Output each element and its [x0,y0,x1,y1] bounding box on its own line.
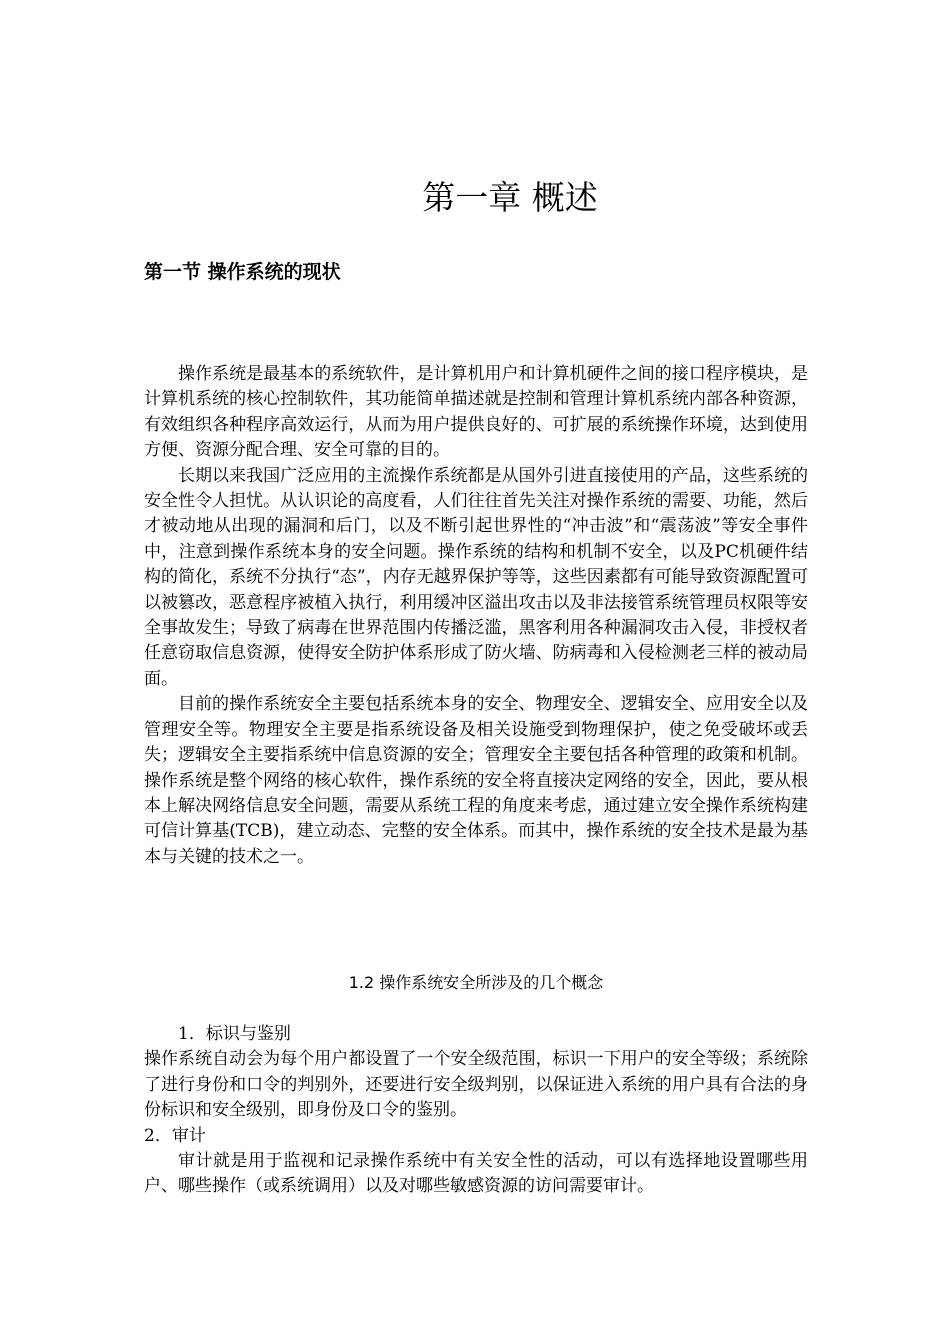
paragraph: 操作系统是最基本的系统软件，是计算机用户和计算机硬件之间的接口程序模块，是计算机系统的核心控制软件，其功能简单描述就是控制和管理计算机系统内部各种资源，有效组织各种程序高效运行，从而为用户提供良好的、可扩展的系统操作环境，达到使用方便、资源分配合理、安全可靠的目的。 [144,364,808,461]
section-title: 第一节 操作系统的现状 [144,261,341,283]
chapter-title: 第一章 概述 [422,178,598,217]
concept-heading: 2．审计 [144,1125,206,1146]
concept-text: 审计就是用于监视和记录操作系统中有关安全性的活动，可以有选择地设置哪些用户、哪些操作（或系统调用）以及对哪些敏感资源的访问需要审计。 [144,1151,808,1197]
paragraph: 目前的操作系统安全主要包括系统本身的安全、物理安全、逻辑安全、应用安全以及管理安全等。物理安全主要是指系统设备及相关设施受到物理保护，使之免受破坏或丢失；逻辑安全主要指系统中信息资源的安全；管理安全主要包括各种管理的政策和机制。操作系统是整个网络的核心软件，操作系统的安全将直接决定网络的安全，因此，要从根本上解决网络信息安全问题，需要从系统工程的角度来考虑，通过建立安全操作系统构建可信计算基(TCB)，建立动态、完整的安全体系。而其中，操作系统的安全技术是最为基本与关键的技术之一。 [144,694,808,867]
concept-text: 操作系统自动会为每个用户都设置了一个安全级范围，标识一下用户的安全等级；系统除了进行身份和口令的判别外，还要进行安全级判别，以保证进入系统的用户具有合法的身份标识和安全级别，即身份及口令的鉴别。 [144,1049,808,1121]
paragraph: 长期以来我国广泛应用的主流操作系统都是从国外引进直接使用的产品，这些系统的安全性令人担忧。从认识论的高度看，人们往往首先关注对操作系统的需要、功能，然后才被动地从出现的漏洞和后门，以及不断引起世界性的“冲击波”和“震荡波”等安全事件中，注意到操作系统本身的安全问题。操作系统的结构和机制不安全，以及PC机硬件结构的简化，系统不分执行“态”，内存无越界保护等等，这些因素都有可能导致资源配置可以被篡改，恶意程序被植入执行，利用缓冲区溢出攻击以及非法接管系统管理员权限等安全事故发生；导致了病毒在世界范围内传播泛滥，黑客利用各种漏洞攻击入侵，非授权者任意窃取信息资源，使得安全防护体系形成了防火墙、防病毒和入侵检测老三样的被动局面。 [144,465,808,689]
concept-list [144,1022,808,1200]
subsection-title: 1.2 操作系统安全所涉及的几个概念 [348,973,604,992]
concept-heading: 1．标识与鉴别 [178,1024,291,1044]
section-body [144,362,808,870]
